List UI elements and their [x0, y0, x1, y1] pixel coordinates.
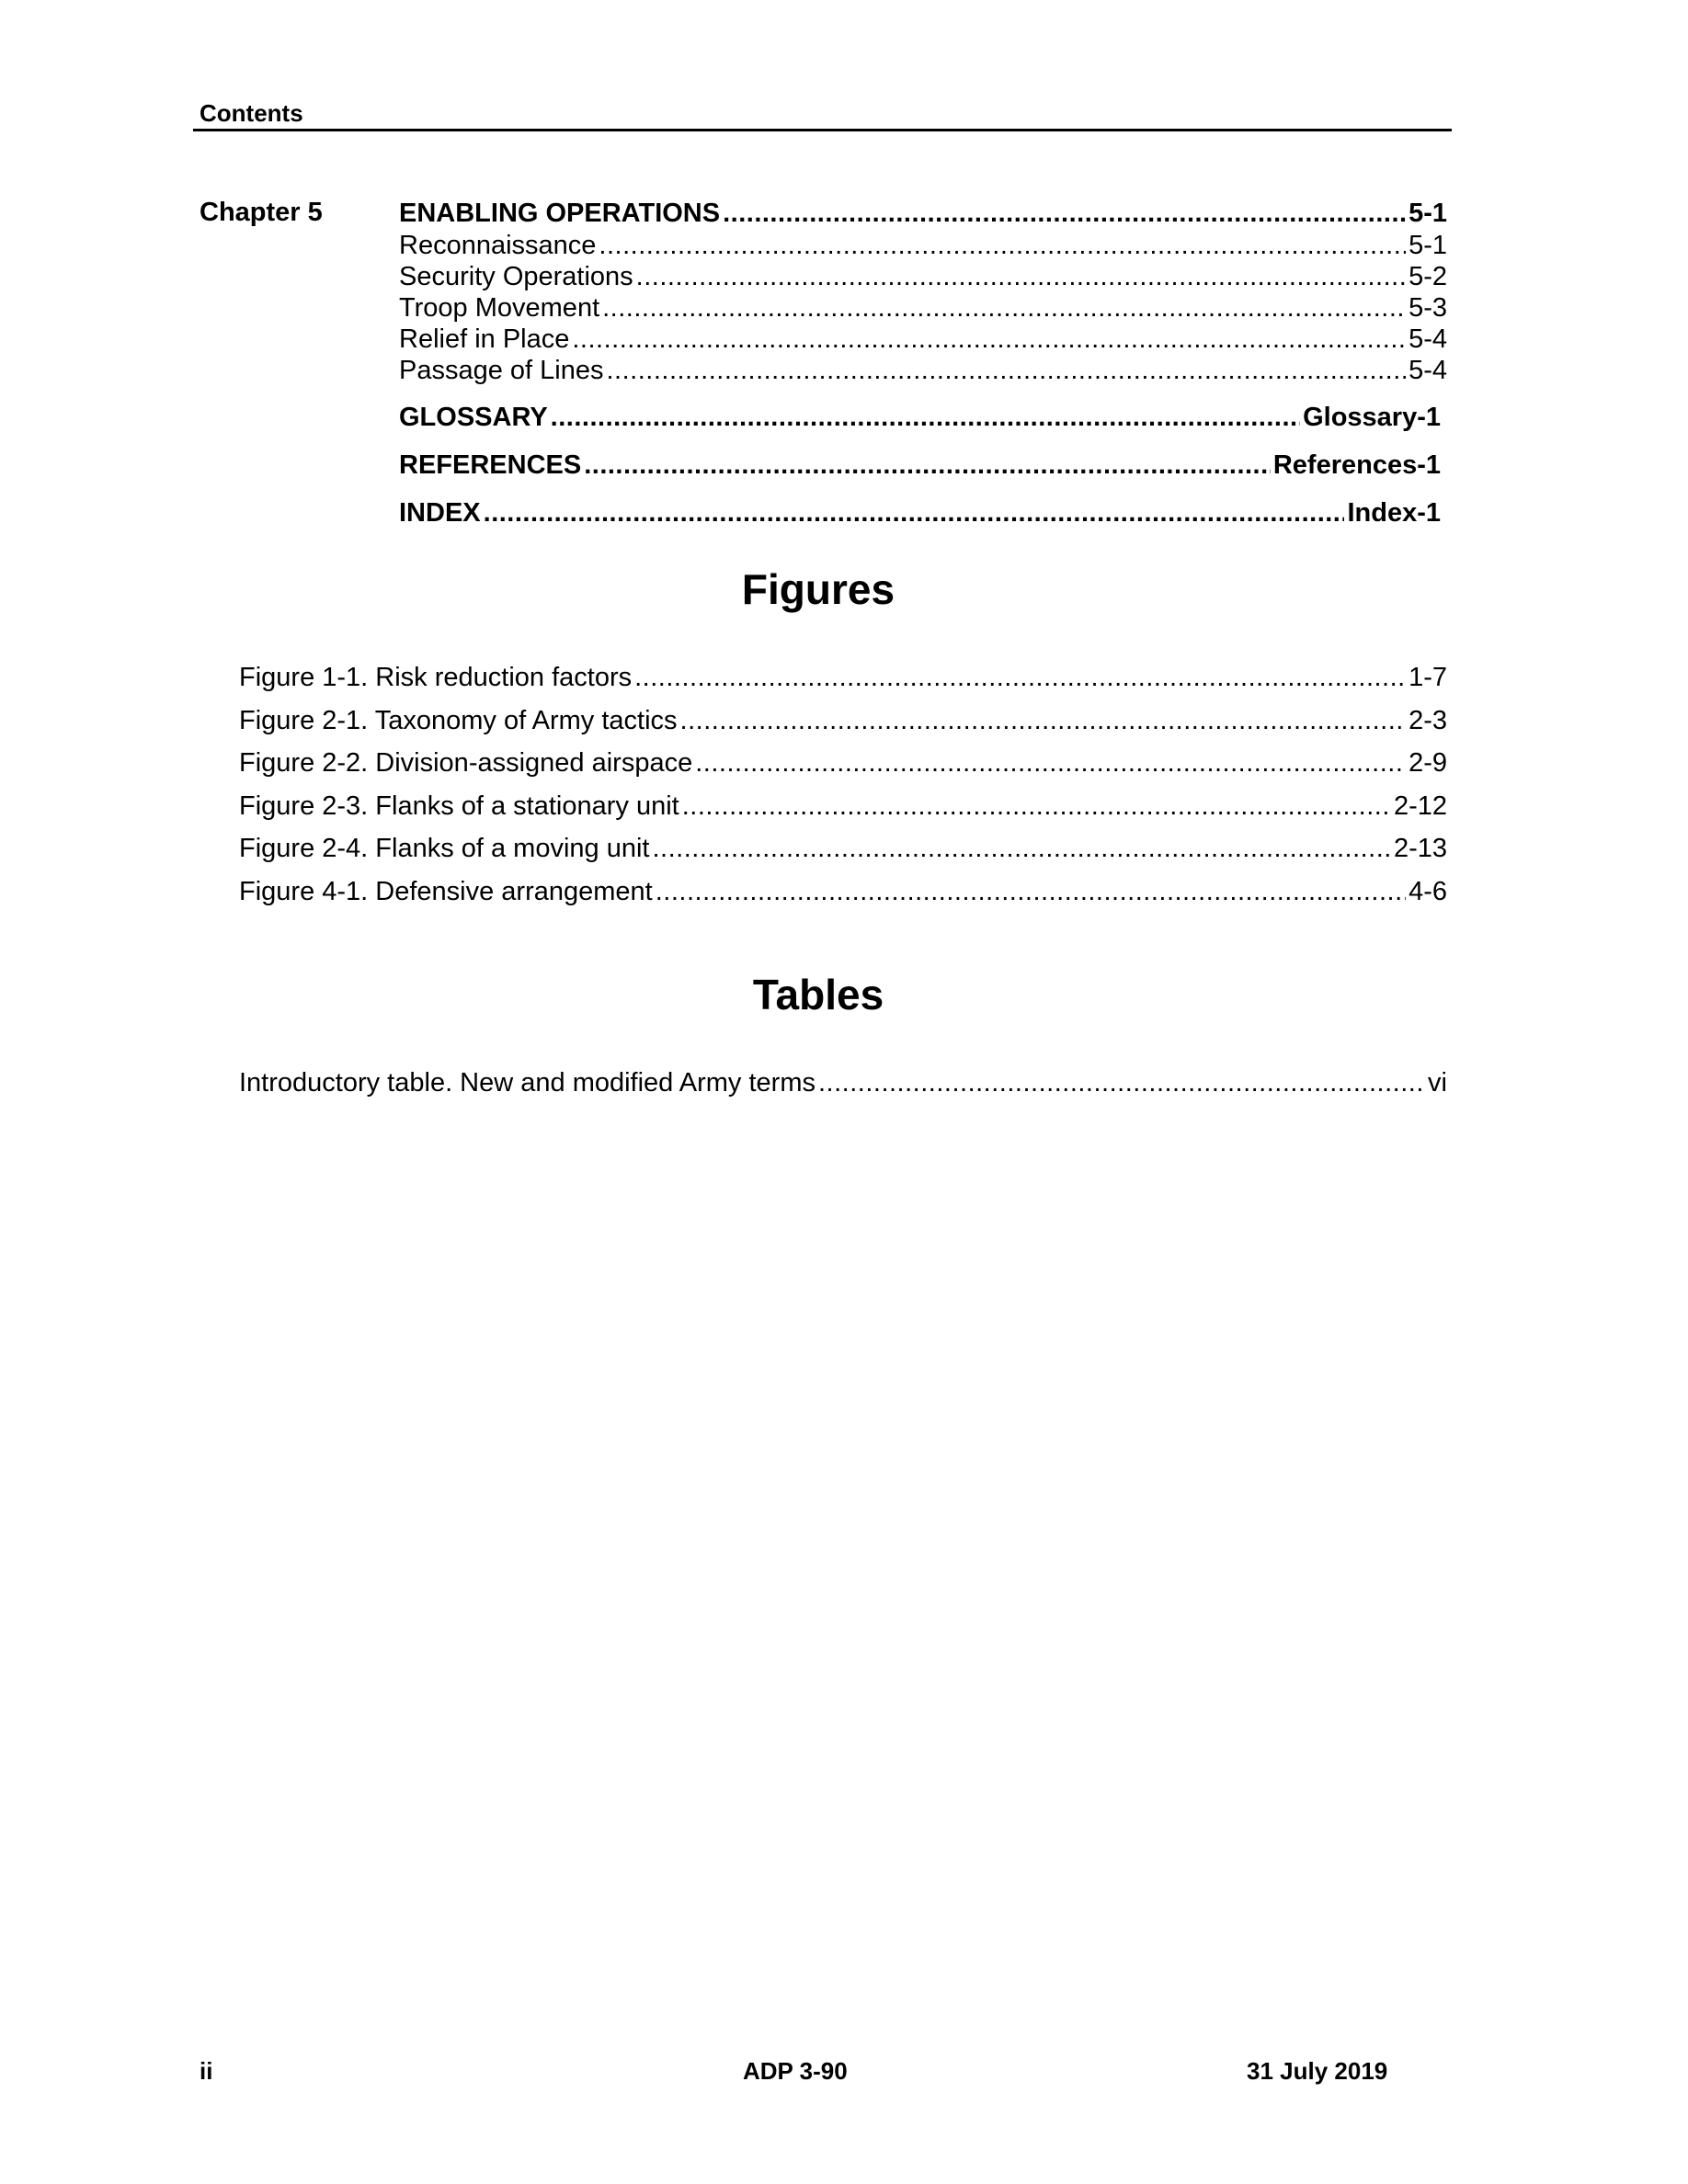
section-page: 5-4	[1409, 324, 1447, 355]
chapter-page: 5-1	[1409, 199, 1447, 228]
references-entry[interactable]	[399, 449, 1441, 496]
section-label: Troop Movement	[399, 292, 600, 323]
figure-entry[interactable]	[239, 742, 1447, 785]
dot-leader	[682, 785, 1391, 828]
dot-leader	[602, 292, 1406, 324]
section-entry[interactable]	[399, 355, 1447, 386]
chapter-title: ENABLING OPERATIONS	[399, 199, 721, 228]
figures-list	[239, 656, 1447, 913]
chapter-title-entry[interactable]	[399, 198, 1447, 230]
dot-leader	[584, 449, 1271, 482]
dot-leader	[652, 827, 1390, 870]
section-entry[interactable]	[399, 292, 1447, 324]
index-entry[interactable]	[399, 496, 1441, 544]
dot-leader	[634, 656, 1406, 700]
section-entry[interactable]	[399, 324, 1447, 355]
figure-entry[interactable]	[239, 785, 1447, 828]
figure-entry[interactable]	[239, 656, 1447, 700]
dot-leader	[599, 230, 1406, 261]
header-title: Contents	[200, 99, 303, 127]
figure-entry[interactable]	[239, 700, 1447, 743]
index-page: Index-1	[1347, 498, 1441, 528]
dot-leader	[484, 496, 1345, 529]
footer-date: 31 July 2019	[1247, 2057, 1388, 2085]
figure-entry[interactable]	[239, 870, 1447, 914]
figure-page: 1-7	[1409, 663, 1447, 692]
dot-leader	[680, 700, 1407, 743]
dot-leader	[695, 742, 1406, 785]
dot-leader	[818, 1062, 1425, 1105]
dot-leader	[606, 355, 1406, 386]
figure-page: 2-12	[1393, 791, 1447, 821]
tables-heading: Tables	[752, 971, 884, 1018]
section-page: 5-4	[1409, 356, 1447, 386]
figures-heading: Figures	[741, 565, 895, 613]
glossary-label: GLOSSARY	[399, 403, 548, 432]
figure-page: 4-6	[1409, 876, 1447, 906]
back-matter-toc	[399, 401, 1441, 544]
figure-page: 2-3	[1409, 705, 1447, 735]
references-label: REFERENCES	[399, 450, 582, 480]
index-label: INDEX	[399, 498, 481, 528]
section-page: 5-3	[1409, 292, 1447, 323]
dot-leader	[636, 261, 1406, 292]
section-label: Passage of Lines	[399, 356, 604, 386]
section-page: 5-1	[1409, 230, 1447, 260]
section-entry[interactable]	[399, 230, 1447, 261]
table-label: Introductory table. New and modified Army terms	[239, 1068, 815, 1098]
dot-leader	[572, 324, 1406, 355]
figure-page: 2-13	[1393, 834, 1447, 863]
figure-label: Figure 1-1. Risk reduction factors	[239, 663, 633, 692]
figure-entry[interactable]	[239, 827, 1447, 870]
figure-label: Figure 2-3. Flanks of a stationary unit	[239, 791, 679, 821]
table-page: vi	[1428, 1068, 1447, 1098]
dot-leader	[551, 401, 1300, 434]
section-label: Relief in Place	[399, 324, 570, 355]
figure-page: 2-9	[1409, 748, 1447, 778]
page-header	[193, 96, 1452, 131]
figure-label: Figure 4-1. Defensive arrangement	[239, 876, 653, 906]
figure-label: Figure 2-1. Taxonomy of Army tactics	[239, 705, 678, 735]
chapter-toc	[399, 198, 1447, 386]
chapter-label: Chapter 5	[200, 198, 323, 227]
references-page: References-1	[1272, 450, 1441, 480]
section-label: Security Operations	[399, 261, 633, 291]
section-entry[interactable]	[399, 261, 1447, 292]
dot-leader	[656, 870, 1406, 914]
dot-leader	[723, 198, 1406, 230]
section-page: 5-2	[1409, 261, 1447, 291]
glossary-page: Glossary-1	[1303, 403, 1441, 432]
figure-label: Figure 2-4. Flanks of a moving unit	[239, 834, 650, 863]
footer-document-id: ADP 3-90	[743, 2057, 848, 2085]
section-label: Reconnaissance	[399, 230, 597, 260]
figure-label: Figure 2-2. Division-assigned airspace	[239, 748, 693, 778]
glossary-entry[interactable]	[399, 401, 1441, 449]
table-entry[interactable]	[239, 1062, 1447, 1105]
footer-page-number: ii	[200, 2057, 213, 2085]
tables-list	[239, 1062, 1447, 1105]
